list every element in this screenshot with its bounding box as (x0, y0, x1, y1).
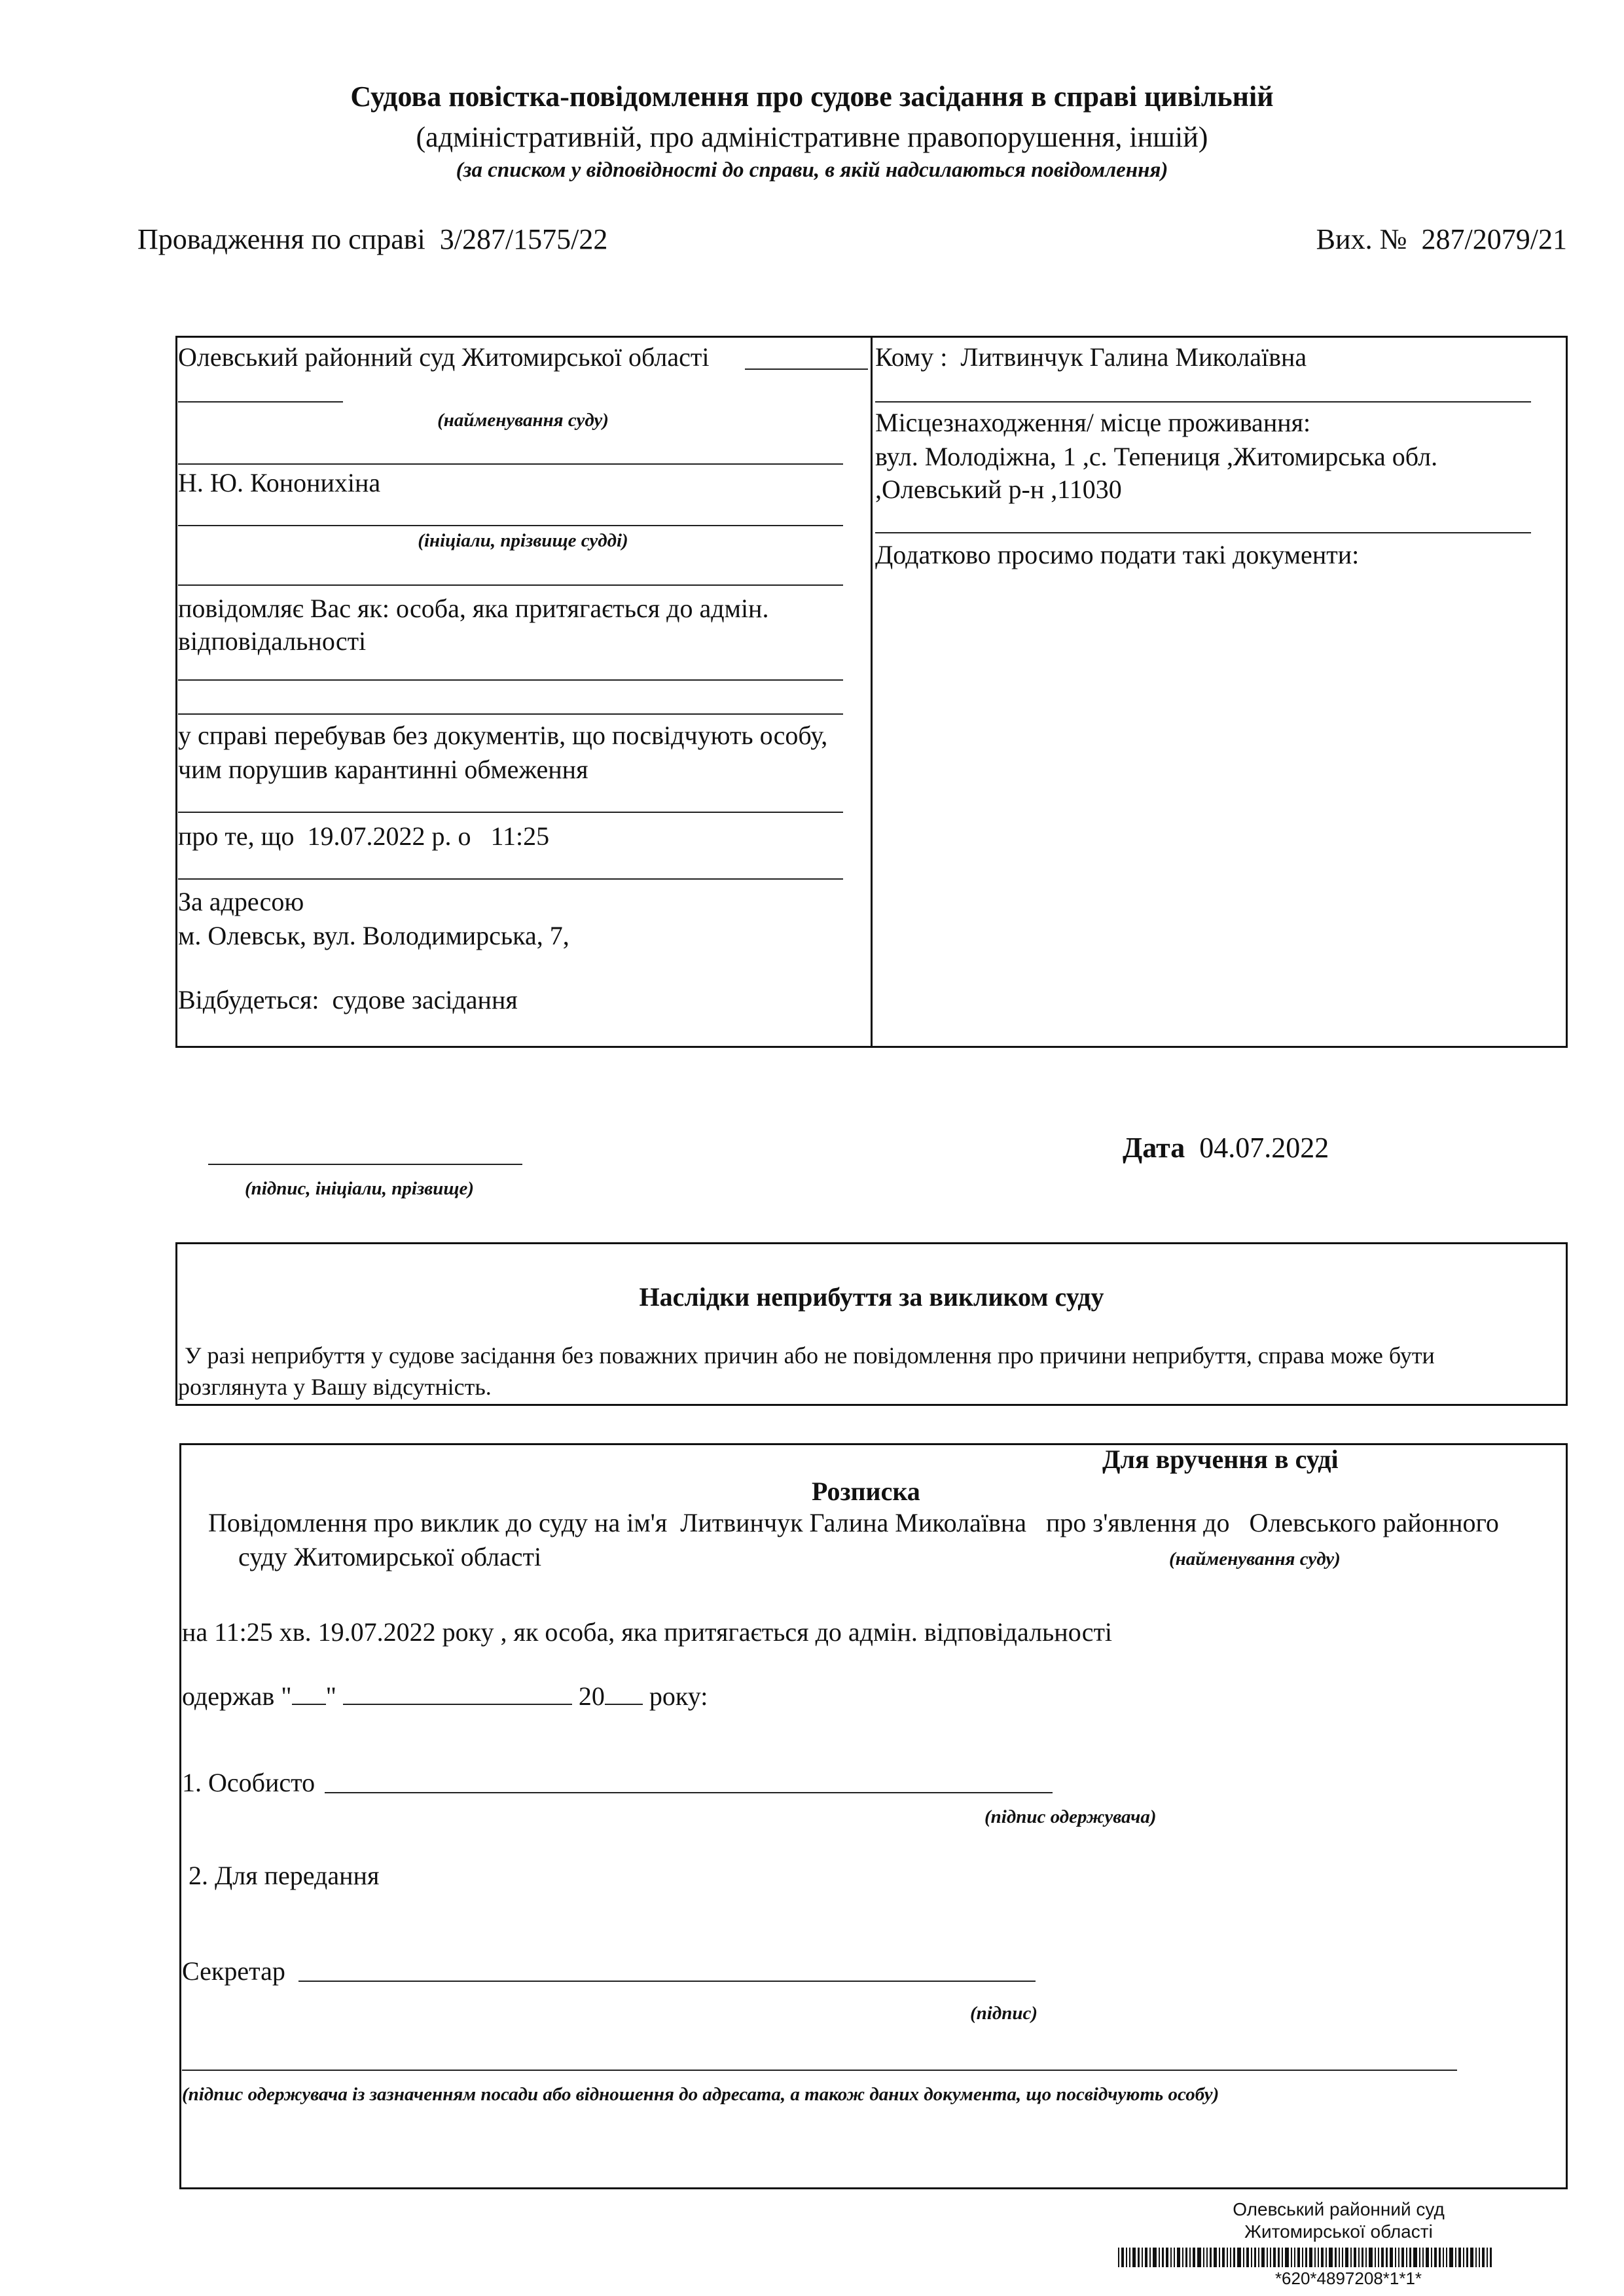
location-label: Місцезнаходження/ місце проживання: (875, 408, 1311, 437)
case-number: 3/287/1575/22 (439, 223, 608, 255)
barcode-bar (1326, 2248, 1327, 2267)
barcode-bar (1197, 2248, 1201, 2267)
barcode-bar (1291, 2248, 1292, 2267)
stamp-line-2: Житомирської області (1244, 2221, 1433, 2242)
barcode-bar (1413, 2248, 1417, 2267)
barcode-bar (1443, 2248, 1444, 2267)
recipient-signature-caption: (підпис одержувача) (984, 1806, 1157, 1827)
barcode-code: *620*4897208*1*1* (1274, 2269, 1422, 2288)
barcode-bar (1350, 2248, 1352, 2267)
barcode-bar (1329, 2248, 1333, 2267)
judge-caption: (ініціали, прізвище судді) (418, 530, 628, 551)
barcode-bar (1153, 2248, 1157, 2267)
court-address: м. Олевськ, вул. Володимирська, 7, (178, 921, 569, 950)
barcode-bar (1129, 2248, 1130, 2267)
receipt-court-caption: (найменування суду) (1169, 1549, 1341, 1570)
barcode-bar (1386, 2248, 1388, 2267)
barcode-bar (1270, 2248, 1271, 2267)
consequences-text-2: розглянута у Вашу відсутність. (178, 1374, 492, 1400)
barcode-bar (1466, 2248, 1468, 2267)
barcode-bar (1243, 2248, 1244, 2267)
barcode-bar (1431, 2248, 1432, 2267)
barcode-bar (1487, 2248, 1488, 2267)
barcode-bar (1482, 2248, 1485, 2267)
barcode-bar (1138, 2248, 1140, 2267)
document-title: Судова повістка-повідомлення про судове засідання в справі цивільній (350, 81, 1274, 113)
barcode-bar (1258, 2248, 1259, 2267)
consequences-text-1: У разі неприбуття у судове засідання без поважних причин або не повідомлення про причини неприбуття, справа може бути (185, 1342, 1435, 1369)
barcode-bar (1398, 2248, 1399, 2267)
month-blank[interactable] (343, 1681, 572, 1705)
barcode-bar (1118, 2248, 1119, 2267)
secretary-label: Секретар (182, 1956, 285, 1986)
barcode-bar (1455, 2248, 1456, 2267)
hearing-date-line (178, 821, 549, 852)
barcode-bar (1458, 2248, 1461, 2267)
barcode-bar (1406, 2248, 1407, 2267)
barcode-bar (1409, 2248, 1411, 2267)
stamp-line-1: Олевський районний суд (1233, 2199, 1445, 2219)
barcode-bar (1354, 2248, 1356, 2267)
barcode-bar (1246, 2248, 1249, 2267)
barcode-bar (1219, 2248, 1220, 2267)
judge-name: Н. Ю. Кононихіна (178, 468, 381, 497)
barcode-bar (1189, 2248, 1191, 2267)
personal-label: 1. Особисто (182, 1768, 316, 1797)
barcode-bar (1278, 2248, 1280, 2267)
year-blank[interactable] (605, 1681, 643, 1705)
case-label: Провадження по справі (137, 223, 425, 255)
barcode-bar (1314, 2248, 1316, 2267)
receipt-court: Олевського районного (1249, 1508, 1499, 1537)
event-line (178, 984, 518, 1015)
barcode-bar (1378, 2248, 1379, 2267)
barcode-bar (1227, 2248, 1228, 2267)
hearing-date: 19.07.2022 р. о (307, 821, 471, 851)
barcode-bar (1470, 2248, 1473, 2267)
barcode-bar (1358, 2248, 1360, 2267)
barcode-bar (1297, 2248, 1300, 2267)
recipient-details-line[interactable] (182, 2070, 1457, 2071)
barcode-bar (1318, 2248, 1319, 2267)
transfer-label: 2. Для передання (189, 1861, 380, 1890)
barcode-bar (1182, 2248, 1183, 2267)
barcode-bar (1230, 2248, 1231, 2267)
barcode-bar (1193, 2248, 1195, 2267)
receipt-line-3: на 11:25 хв. 19.07.2022 року , як особа, яка притягається до адмін. відповідальності (182, 1617, 1113, 1647)
barcode-bar (1210, 2248, 1212, 2267)
barcode-bar (1132, 2248, 1136, 2267)
receipt-line-1 (208, 1507, 1499, 1538)
barcode-bar (1309, 2248, 1312, 2267)
barcode-bar (1479, 2248, 1480, 2267)
day-blank[interactable] (292, 1681, 326, 1705)
barcode-bar (1362, 2248, 1363, 2267)
barcode-bar (1166, 2248, 1168, 2267)
barcode-bar (1375, 2248, 1376, 2267)
out-number-line (1316, 223, 1567, 256)
address-label: За адресою (178, 887, 304, 916)
event-name: судове засідання (332, 985, 518, 1014)
date-line (1123, 1131, 1329, 1164)
recipient-details-caption: (підпис одержувача із зазначенням посади або відношення до адресата, а також даних документа, що посвідчують особу) (182, 2084, 1219, 2105)
barcode-bar (1162, 2248, 1164, 2267)
receipt-title: Розписка (812, 1477, 920, 1506)
barcode-bar (1449, 2248, 1453, 2267)
recipient-line (875, 342, 1307, 372)
notice-date: 04.07.2022 (1199, 1132, 1329, 1164)
barcode-bar (1285, 2248, 1289, 2267)
barcode-bar (1342, 2248, 1343, 2267)
barcode-bar (1294, 2248, 1295, 2267)
recipient-label: Кому : (875, 342, 948, 372)
barcode (1118, 2248, 1576, 2267)
barcode-bar (1339, 2248, 1340, 2267)
barcode-bar (1422, 2248, 1424, 2267)
barcode-bar (1419, 2248, 1420, 2267)
consequences-title: Наслідки неприбуття за викликом суду (639, 1282, 1104, 1312)
barcode-bar (1395, 2248, 1396, 2267)
personal-signature-line[interactable] (325, 1792, 1053, 1793)
secretary-signature-line[interactable] (298, 1981, 1036, 1982)
barcode-bar (1174, 2248, 1175, 2267)
receipt-text: Повідомлення про виклик до суду на ім'я (208, 1508, 668, 1537)
barcode-bar (1222, 2248, 1225, 2267)
received-label: одержав " (182, 1681, 292, 1711)
barcode-bar (1261, 2248, 1265, 2267)
barcode-bar (1463, 2248, 1464, 2267)
hearing-time: 11:25 (490, 821, 550, 851)
barcode-bar (1302, 2248, 1303, 2267)
receipt-text-2: про з'явлення до (1046, 1508, 1230, 1537)
date-label: Дата (1123, 1132, 1185, 1164)
recipient-address-2: ,Олевський р-н ,11030 (875, 475, 1122, 504)
barcode-bar (1149, 2248, 1151, 2267)
barcode-bar (1369, 2248, 1373, 2267)
notifies-line: повідомляє Вас як: особа, яка притягається до адмін. (178, 594, 769, 623)
barcode-bar (1439, 2248, 1441, 2267)
receipt-line-2: суду Житомирської області (238, 1542, 542, 1571)
barcode-bar (1185, 2248, 1187, 2267)
case-description-1: у справі перебував без документів, що посвідчують особу, (178, 721, 828, 750)
for-court-label: Для вручення в суді (1102, 1444, 1339, 1474)
recipient-address-1: вул. Молодіжна, 1 ,с. Тепениця ,Житомирська обл. (875, 442, 1438, 471)
barcode-bar (1251, 2248, 1252, 2267)
barcode-bar (1381, 2248, 1384, 2267)
barcode-bar (1490, 2248, 1492, 2267)
case-line (137, 223, 607, 256)
recipient-name: Литвинчук Галина Миколаївна (960, 342, 1307, 372)
barcode-bar (1475, 2248, 1477, 2267)
extra-documents: Додатково просимо подати такі документи: (875, 540, 1360, 569)
barcode-bar (1321, 2248, 1324, 2267)
barcode-bar (1214, 2248, 1217, 2267)
notifies-line-2: відповідальності (178, 626, 367, 656)
year-label: року: (649, 1681, 708, 1711)
barcode-bar (1426, 2248, 1429, 2267)
barcode-bar (1233, 2248, 1235, 2267)
barcode-bar (1273, 2248, 1276, 2267)
barcode-bar (1282, 2248, 1283, 2267)
court-caption: (найменування суду) (437, 410, 609, 431)
barcode-bar (1446, 2248, 1447, 2267)
barcode-bar (1365, 2248, 1367, 2267)
out-number-label: Вих. № (1316, 223, 1407, 255)
barcode-bar (1206, 2248, 1208, 2267)
barcode-bar (1237, 2248, 1241, 2267)
received-line (182, 1681, 708, 1712)
barcode-bar (1126, 2248, 1127, 2267)
barcode-bar (1401, 2248, 1404, 2267)
year-prefix: 20 (578, 1681, 605, 1711)
barcode-bar (1121, 2248, 1124, 2267)
secretary-signature-caption: (підпис) (970, 2003, 1038, 2024)
barcode-bar (1177, 2248, 1180, 2267)
quote-close: " (325, 1681, 336, 1711)
barcode-bar (1254, 2248, 1256, 2267)
barcode-bar (1305, 2248, 1307, 2267)
barcode-bar (1390, 2248, 1393, 2267)
document-subtitle: (адміністративній, про адміністративне правопорушення, іншій) (416, 121, 1208, 153)
column-divider (871, 336, 873, 1048)
about-label: про те, що (178, 821, 295, 851)
receipt-recipient-name: Литвинчук Галина Миколаївна (680, 1508, 1026, 1537)
out-number: 287/2079/21 (1421, 223, 1567, 255)
barcode-bar (1170, 2248, 1172, 2267)
barcode-bar (1434, 2248, 1437, 2267)
barcode-bar (1142, 2248, 1143, 2267)
barcode-bar (1159, 2248, 1160, 2267)
document-note: (за списком у відповідності до справи, в якій надсилаються повідомлення) (456, 158, 1168, 182)
barcode-bar (1335, 2248, 1337, 2267)
barcode-bar (1145, 2248, 1147, 2267)
signature-caption: (підпис, ініціали, прізвище) (245, 1178, 475, 1199)
event-label: Відбудеться: (178, 985, 319, 1014)
barcode-bar (1203, 2248, 1204, 2267)
court-name: Олевський районний суд Житомирської області (178, 342, 710, 372)
barcode-bar (1267, 2248, 1268, 2267)
barcode-bar (1345, 2248, 1348, 2267)
case-description-2: чим порушив карантинні обмеження (178, 755, 588, 784)
